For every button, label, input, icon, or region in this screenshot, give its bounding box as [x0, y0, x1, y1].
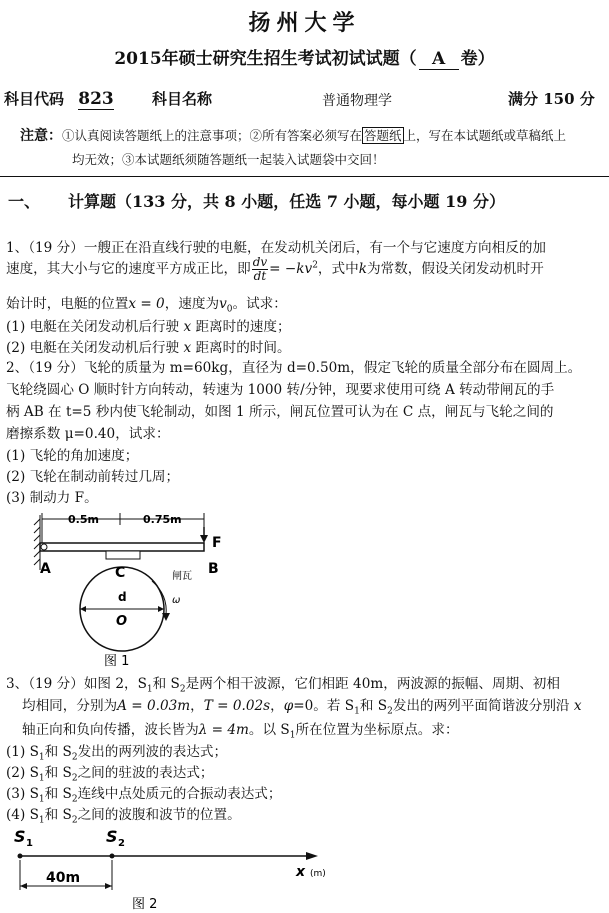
frac-num: dv [252, 255, 268, 269]
subject-code: 823 [78, 89, 114, 109]
q3-l2-s1: 1 [354, 706, 360, 717]
q3-p4-s2: 2 [71, 815, 78, 826]
q3-l3-s1: 1 [289, 730, 296, 741]
label-d: d [118, 590, 127, 604]
q1-line3-c: 。试求： [232, 296, 287, 312]
q3-l2-b: =0。若 S [293, 698, 355, 714]
notice [20, 124, 605, 171]
notice-line2: 均无效；③本试题纸须随答题纸一起装入试题袋中交回！ [72, 152, 385, 167]
q1-line3-a: 始计时，电艇的位置 [6, 296, 129, 312]
q1-p2-a: (2) 电艇在关闭发动机后行驶 [6, 340, 180, 356]
q1-p1-a: (1) 电艇在关闭发动机后行驶 [6, 319, 180, 335]
q3-p3-b: 和 S [44, 786, 72, 802]
q3-l2-a: 均相同，分别为 [22, 698, 118, 714]
q3-l3-b: 。以 S [248, 722, 290, 738]
q3-p4-s1: 1 [38, 815, 45, 826]
notice-boxed: 答题纸 [364, 128, 402, 143]
subject-name: 普通物理学 [322, 93, 392, 109]
figure1-caption: 图 1 [104, 654, 130, 669]
q1-line3-b: ，速度为 [164, 296, 220, 312]
q3-phi: φ [283, 698, 294, 714]
q3-l2-c: 和 S [359, 698, 388, 714]
exam-title-pre: 2015年硕士研究生招生考试初试试题（ [114, 49, 417, 69]
label-b: B [208, 561, 219, 577]
pivot-a [41, 544, 47, 550]
q2-part3: (3) 制动力 F。 [6, 490, 98, 506]
distance-label: 40m [46, 870, 81, 886]
q3-p2-s2: 2 [71, 773, 78, 784]
derivative-fraction [252, 256, 268, 283]
q2-line3: 柄 AB 在 t=5 秒内使飞轮制动，如图 1 所示，闸瓦位置可认为在 C 点，闸瓦与飞轮之间的 [6, 404, 554, 420]
notice-label: 注意： [20, 128, 62, 144]
q3-period: T = 0.02s [203, 698, 271, 714]
figure2-caption: 图 2 [132, 897, 158, 912]
q3-p1-a: (1) S [6, 744, 39, 760]
q1-part2 [6, 336, 604, 356]
q1-line2-b: ，式中 [317, 261, 359, 277]
q3-p3-s1: 1 [38, 794, 45, 805]
notice-line1-a: ①认真阅读答题纸上的注意事项；②所有答案必须写在 [62, 128, 363, 143]
label-c: C [115, 565, 126, 581]
section-text: 计算题（133 分，共 8 小题，任选 7 小题，每小题 19 分） [68, 192, 505, 211]
q2-part1: (1) 飞轮的角加速度； [6, 448, 139, 464]
subject-name-label: 科目名称 [152, 90, 213, 108]
s1-sub: 1 [26, 838, 33, 849]
q1-part1 [6, 315, 604, 335]
full-score: 满分 150 分 [508, 90, 595, 108]
x-axis-unit: (m) [310, 869, 326, 879]
q3-p1-c: 发出的两列波的表达式； [77, 744, 228, 760]
s1-label: S [14, 827, 26, 846]
s2-label: S [106, 827, 118, 846]
q1-p2-x: x [183, 340, 192, 356]
q3-p4-b: 和 S [44, 807, 72, 823]
force-arrowhead [200, 535, 208, 543]
dim-label-a: 0.5m [68, 513, 99, 526]
q1-v: v [219, 296, 227, 312]
label-o: O [116, 614, 128, 629]
s1-point [18, 854, 23, 859]
s2-sub: 2 [118, 838, 125, 849]
q3-p2-a: (2) S [6, 765, 39, 781]
q3-line2: 均相同，分别为A = 0.03m，T = 0.02s，φ=0。若 $S_1$和 $S_2$发出的两列平面简谐波分别沿 x [22, 698, 582, 717]
q3-l2-s2: 2 [387, 706, 393, 717]
q3-l2-x: x [573, 698, 582, 714]
q3-amplitude: A = 0.03m [117, 698, 191, 714]
figure-1 [0, 505, 300, 670]
q3-p1-s1: 1 [38, 752, 45, 763]
q3-l1-s1: 1 [146, 684, 153, 695]
subject-code-row [4, 88, 114, 110]
q2-line1: 2、（19 分）飞轮的质量为 m=60kg，直径为 d=0.50m，假定飞轮的质量全部分布在圆周上。 [6, 360, 582, 376]
q1-p1-x: x [183, 319, 192, 335]
university-name: 扬州大学 [248, 10, 361, 36]
x-axis-label: x [296, 864, 306, 880]
paper-version: A [419, 49, 459, 70]
q1-x0: x = 0 [128, 296, 165, 312]
figure-2 [0, 820, 609, 913]
q3-p2-s1: 1 [38, 773, 45, 784]
q1-line2-c: 为常数，假设关闭发动机时开 [366, 261, 544, 277]
q3-l1-a: 3、（19 分）如图 2，S [6, 676, 147, 692]
q3-p1-b: 和 S [44, 744, 72, 760]
q3-p3-a: (3) S [6, 786, 39, 802]
divider [0, 176, 609, 177]
q3-p4-c: 之间的波腹和波节的位置。 [77, 807, 241, 823]
q2-line4: 磨擦系数 μ=0.40，试求： [6, 426, 170, 442]
q3-l3-c: 所在位置为坐标原点。求： [295, 722, 459, 738]
exam-title-post: 卷） [460, 49, 495, 69]
label-a: A [40, 561, 51, 577]
q3-line1 [6, 672, 604, 695]
notice-line1-b: 上，写在本试题纸或草稿纸上 [403, 128, 567, 143]
q1-line2 [6, 256, 604, 283]
dist-arrow-right [105, 883, 112, 889]
q3-p2-b: 和 S [44, 765, 72, 781]
x-axis-arrow [306, 852, 318, 860]
q1-eq: = −kv [269, 261, 313, 277]
brake-shoe [106, 551, 140, 559]
q3-part2 [6, 761, 604, 784]
dim-label-b: 0.75m [143, 513, 182, 526]
q2-part2: (2) 飞轮在制动前转过几周； [6, 469, 180, 485]
q3-l2-d: 发出的两列平面简谐波分别沿 [392, 698, 570, 714]
q2-line2: 飞轮绕圆心 O 顺时针方向转动，转速为 1000 转/分钟，现要求使用可绕 A 转动带闸瓦的手 [6, 382, 555, 398]
q3-p3-s2: 2 [71, 794, 78, 805]
q3-p1-s2: 2 [71, 752, 78, 763]
q1-line3 [6, 292, 604, 315]
q3-p2-c: 之间的驻波的表达式； [77, 765, 214, 781]
exam-title [0, 44, 609, 70]
frac-den: dt [253, 269, 267, 283]
q3-p3-c: 连线中点处质元的合振动表达式； [77, 786, 282, 802]
q1-line1: 1、（19 分）一艘正在沿直线行驶的电艇，在发动机关闭后，有一个与它速度方向相反的加 [6, 240, 547, 256]
section-number: 一、 [8, 192, 41, 211]
dist-arrow-left [20, 883, 27, 889]
label-omega: ω [172, 595, 181, 606]
q3-l3-a: 轴正向和负向传播，波长皆为 [22, 722, 199, 738]
force-label: F [212, 535, 222, 551]
q1-line2-a: 速度，其大小与它的速度平方成正比，即 [6, 261, 251, 277]
label-brake: 闸瓦 [172, 571, 192, 582]
q3-l1-c: 是两个相干波源，它们相距 40m，两波源的振幅、周期、初相 [185, 676, 560, 692]
q3-l1-b: 和 S [152, 676, 180, 692]
q1-eq-sup: 2 [312, 260, 318, 271]
section-title [8, 189, 505, 212]
code-label: 科目代码 [4, 90, 65, 108]
lever-ab [40, 543, 204, 551]
q1-v-sub: 0 [226, 304, 233, 315]
q1-p2-b: 距离时的时间。 [195, 340, 291, 356]
q3-p4-a: (4) S [6, 807, 39, 823]
q3-lambda: λ = 4m [198, 722, 249, 738]
q3-part1 [6, 740, 604, 763]
q1-p1-b: 距离时的速度； [195, 319, 291, 335]
q1-k: k [358, 261, 367, 277]
s2-point [110, 854, 115, 859]
q3-l1-s2: 2 [179, 684, 186, 695]
q3-part3 [6, 782, 604, 805]
q3-line3 [22, 718, 609, 741]
